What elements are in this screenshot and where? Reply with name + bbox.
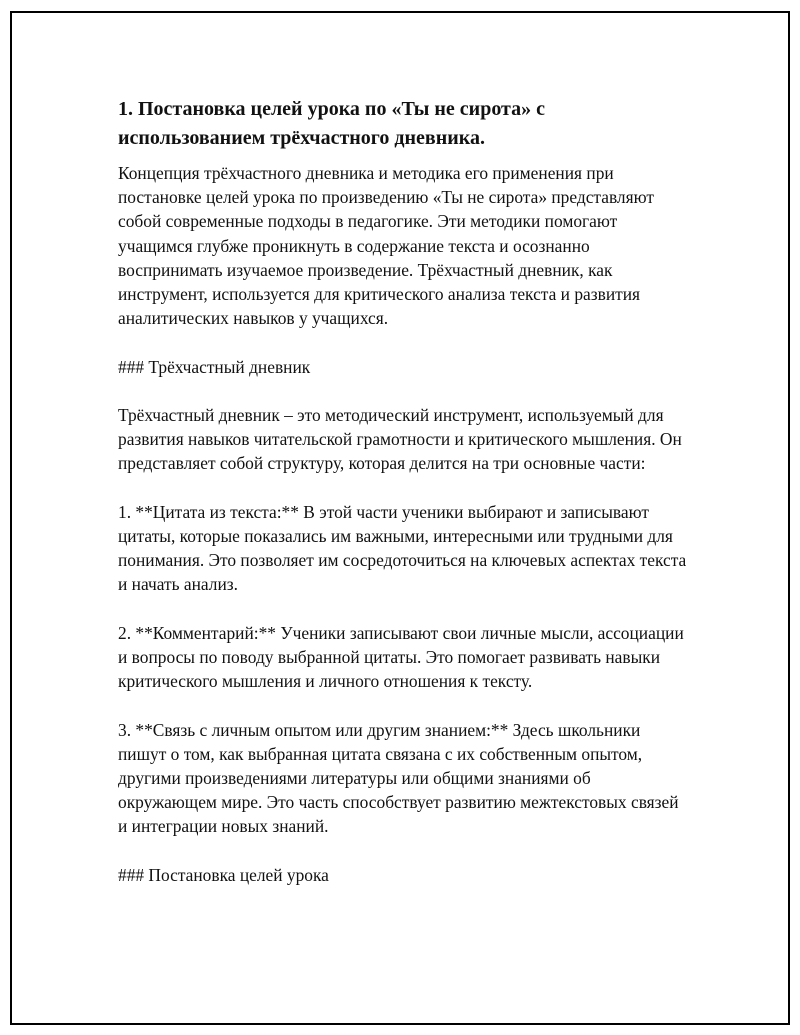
document-title: 1. Постановка целей урока по «Ты не сирота» с использованием трёхчастного дневника. <box>118 98 546 149</box>
list-item-connection: 3. **Связь с личным опытом или другим знанием:** Здесь школьники пишут о том, как выбранная цитата связана с их собственным опытом, другими произведениями литературы или общими знаниями об окружающем мире. Это часть способствует развитию межтекстовых связей и интеграции новых знаний. <box>118 719 679 837</box>
section-heading-goals: ### Постановка целей урока <box>118 864 329 885</box>
paragraph-gap <box>118 597 690 621</box>
diary-definition-paragraph: Трёхчастный дневник – это методический инструмент, используемый для развития навыков читательской грамотности и критического мышления. Он представляет собой структуру, которая делится на три основные части: <box>118 405 682 474</box>
paragraph-gap <box>118 839 690 863</box>
list-item-comment: 2. **Комментарий:** Ученики записывают свои личные мысли, ассоциации и вопросы по поводу выбранной цитаты. Это помогает развивать навыки критического мышления и личного отношения к тексту. <box>118 622 684 692</box>
document-content <box>118 95 690 887</box>
section-heading-diary: ### Трёхчастный дневник <box>118 356 311 377</box>
document-page <box>10 11 790 1025</box>
intro-paragraph: Концепция трёхчастного дневника и методика его применения при постановке целей урока по произведению «Ты не сирота» представляют собой современные подходы в педагогике. Эти методики помогают учащимся глубже проникнуть в содержание текста и осознанно воспринимать изучаемое произведение. Трёхчастный дневник, как инструмент, используется для критического анализа текста и развития аналитических навыков у учащихся. <box>118 163 654 329</box>
paragraph-gap <box>118 379 690 403</box>
paragraph-gap <box>118 330 690 354</box>
paragraph-gap <box>118 693 690 717</box>
paragraph-gap <box>118 476 690 500</box>
list-item-quote: 1. **Цитата из текста:** В этой части ученики выбирают и записывают цитаты, которые показались им важными, интересными или трудными для понимания. Это позволяет им сосредоточиться на ключевых аспектах текста и начать анализ. <box>118 501 687 595</box>
